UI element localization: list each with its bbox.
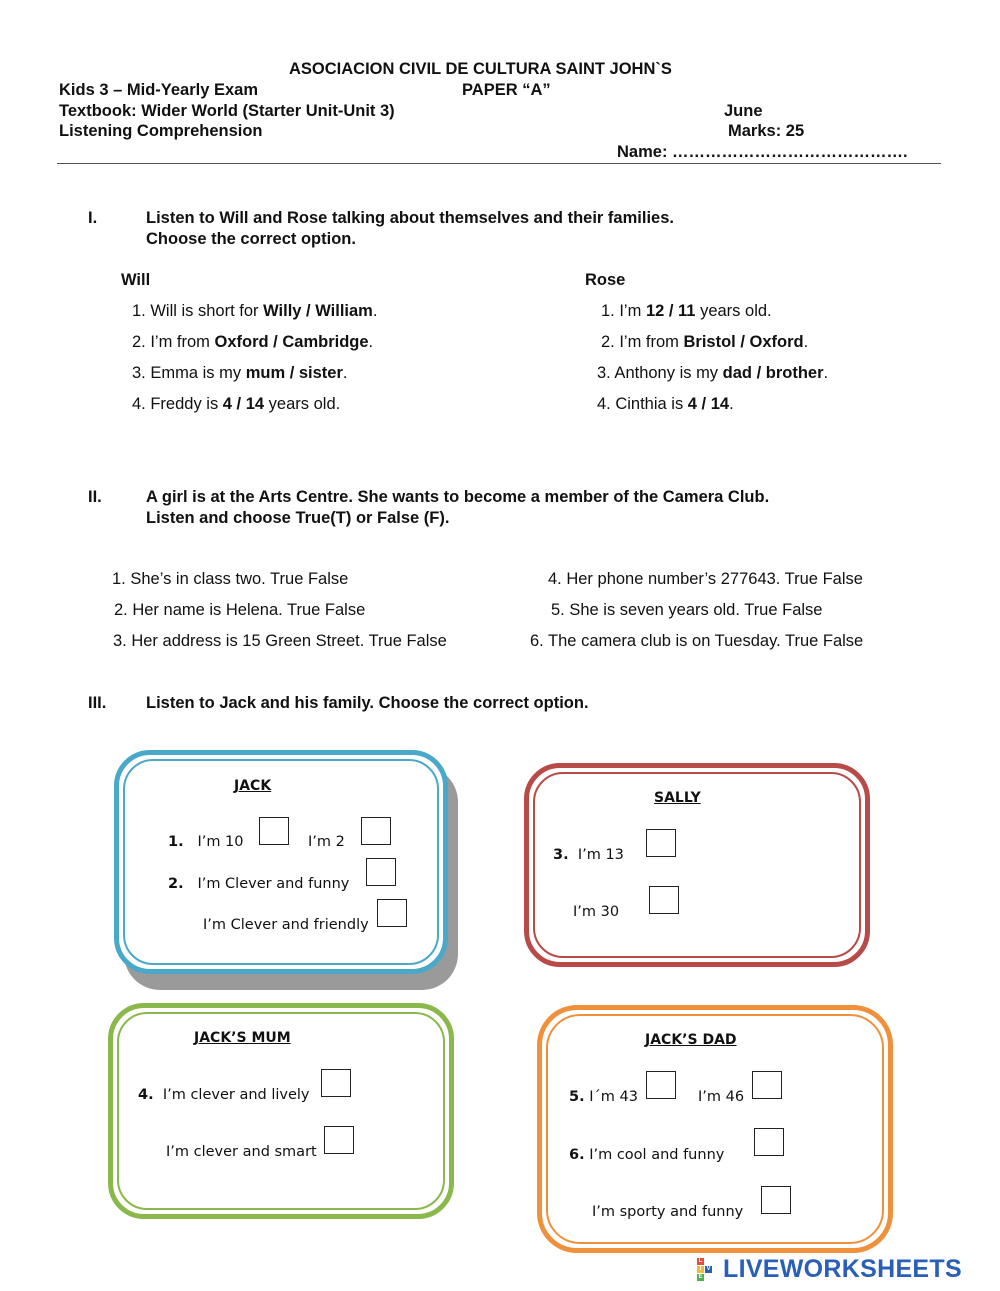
dad-q6-checkbox-b[interactable] <box>761 1186 791 1214</box>
dad-q6-option-a: I’m cool and funny <box>589 1147 725 1163</box>
jack-title: JACK <box>234 778 272 794</box>
rose-q1-options[interactable]: 12 / 11 <box>645 302 696 320</box>
mum-q4-checkbox-b[interactable] <box>324 1126 354 1154</box>
rose-question-4: 4. Cinthia is 4 / 14. <box>597 395 734 413</box>
dad-q6-number: 6. <box>569 1147 585 1163</box>
jack-q1-number: 1. <box>168 834 184 850</box>
rose-question-3: 3. Anthony is my dad / brother. <box>597 364 829 382</box>
dad-card <box>537 1005 893 1253</box>
tf-question-4[interactable]: 4. Her phone number’s 277643. True False <box>548 570 863 588</box>
dad-q5-option-b: I’m 46 <box>698 1089 745 1105</box>
dad-title: JACK’S DAD <box>645 1032 737 1048</box>
paper-label: PAPER “A” <box>462 81 551 99</box>
dad-q5-option-a: I´m 43 <box>589 1089 638 1105</box>
mum-title: JACK’S MUM <box>194 1030 291 1046</box>
will-question-1: 1. Will is short for Willy / William. <box>132 302 378 320</box>
section-3-instruction: Listen to Jack and his family. Choose the correct option. <box>146 694 589 712</box>
rose-q4-options[interactable]: 4 / 14 <box>687 395 730 413</box>
liveworksheets-brand: LIVEWORKSHEETS <box>723 1255 962 1283</box>
exam-title: Kids 3 – Mid-Yearly Exam <box>59 81 259 99</box>
liveworksheets-mark-icon: L I V E <box>698 1258 711 1280</box>
tf-question-3[interactable]: 3. Her address is 15 Green Street. True False <box>113 632 447 650</box>
mum-q4-option-b: I’m clever and smart <box>166 1144 317 1160</box>
header-divider <box>57 163 941 164</box>
sally-title: SALLY <box>654 790 701 806</box>
marks-label: Marks: 25 <box>728 122 805 140</box>
rose-question-2: 2. I’m from Bristol / Oxford. <box>601 333 809 351</box>
mum-q4-option-a: I’m clever and lively <box>162 1087 310 1103</box>
section-2-instruction: A girl is at the Arts Centre. She wants to become a member of the Camera Club. <box>146 488 770 506</box>
will-question-4: 4. Freddy is 4 / 14 years old. <box>132 395 341 413</box>
dad-q5-checkbox-a[interactable] <box>646 1071 676 1099</box>
jack-q2-option-b: I’m Clever and friendly <box>203 917 369 933</box>
tf-question-6[interactable]: 6. The camera club is on Tuesday. True False <box>530 632 864 650</box>
will-question-2: 2. I’m from Oxford / Cambridge. <box>132 333 374 351</box>
sally-q3-checkbox-a[interactable] <box>646 829 676 857</box>
section-2-number: II. <box>88 488 102 506</box>
name-field[interactable]: Name: ……………………………………. <box>617 143 908 161</box>
school-name: ASOCIACION CIVIL DE CULTURA SAINT JOHN`S <box>289 60 672 78</box>
rose-q2-options[interactable]: Bristol / Oxford <box>683 333 804 351</box>
will-question-3: 3. Emma is my mum / sister. <box>132 364 348 382</box>
rose-question-1: 1. I’m 12 / 11 years old. <box>601 302 772 320</box>
tf-question-2[interactable]: 2. Her name is Helena. True False <box>114 601 366 619</box>
will-q3-options[interactable]: mum / sister <box>245 364 343 382</box>
sally-q3-option-b: I’m 30 <box>573 904 620 920</box>
rose-q3-options[interactable]: dad / brother <box>722 364 824 382</box>
jack-q2-number: 2. <box>168 876 184 892</box>
will-q4-options[interactable]: 4 / 14 <box>222 395 265 413</box>
will-heading: Will <box>121 271 151 289</box>
month-label: June <box>724 102 763 120</box>
section-3-number: III. <box>88 694 107 712</box>
sally-q3-number: 3. <box>553 847 569 863</box>
jack-card <box>114 750 448 974</box>
sally-q3-option-a: I’m 13 <box>577 847 624 863</box>
sally-q3-checkbox-b[interactable] <box>649 886 679 914</box>
jack-q2-checkbox-a[interactable] <box>366 858 396 886</box>
jack-q1-checkbox-b[interactable] <box>361 817 391 845</box>
dad-q6-option-b: I’m sporty and funny <box>592 1204 744 1220</box>
dad-q5-checkbox-b[interactable] <box>752 1071 782 1099</box>
section-1-instruction: Listen to Will and Rose talking about themselves and their families. <box>146 209 674 227</box>
will-q2-options[interactable]: Oxford / Cambridge <box>214 333 369 351</box>
textbook-label: Textbook: Wider World (Starter Unit-Unit 3) <box>59 102 395 120</box>
mum-q4-number: 4. <box>138 1087 154 1103</box>
dad-q6-checkbox-a[interactable] <box>754 1128 784 1156</box>
will-q1-options[interactable]: Willy / William <box>263 302 373 320</box>
section-1-instruction-2: Choose the correct option. <box>146 230 356 248</box>
jack-q2-checkbox-b[interactable] <box>377 899 407 927</box>
mum-card <box>108 1003 454 1219</box>
section-1-number: I. <box>88 209 98 227</box>
mum-q4-checkbox-a[interactable] <box>321 1069 351 1097</box>
jack-q2-option-a: I’m Clever and funny <box>197 876 350 892</box>
tf-question-5[interactable]: 5. She is seven years old. True False <box>551 601 823 619</box>
jack-q1-option-a: I’m 10 <box>197 834 244 850</box>
jack-q1-option-b: I’m 2 <box>308 834 345 850</box>
skill-label: Listening Comprehension <box>59 122 263 140</box>
jack-q1-checkbox-a[interactable] <box>259 817 289 845</box>
rose-heading: Rose <box>585 271 626 289</box>
section-2-instruction-2: Listen and choose True(T) or False (F). <box>146 509 450 527</box>
dad-q5-number: 5. <box>569 1089 585 1105</box>
tf-question-1[interactable]: 1. She’s in class two. True False <box>112 570 349 588</box>
sally-card <box>524 763 870 967</box>
